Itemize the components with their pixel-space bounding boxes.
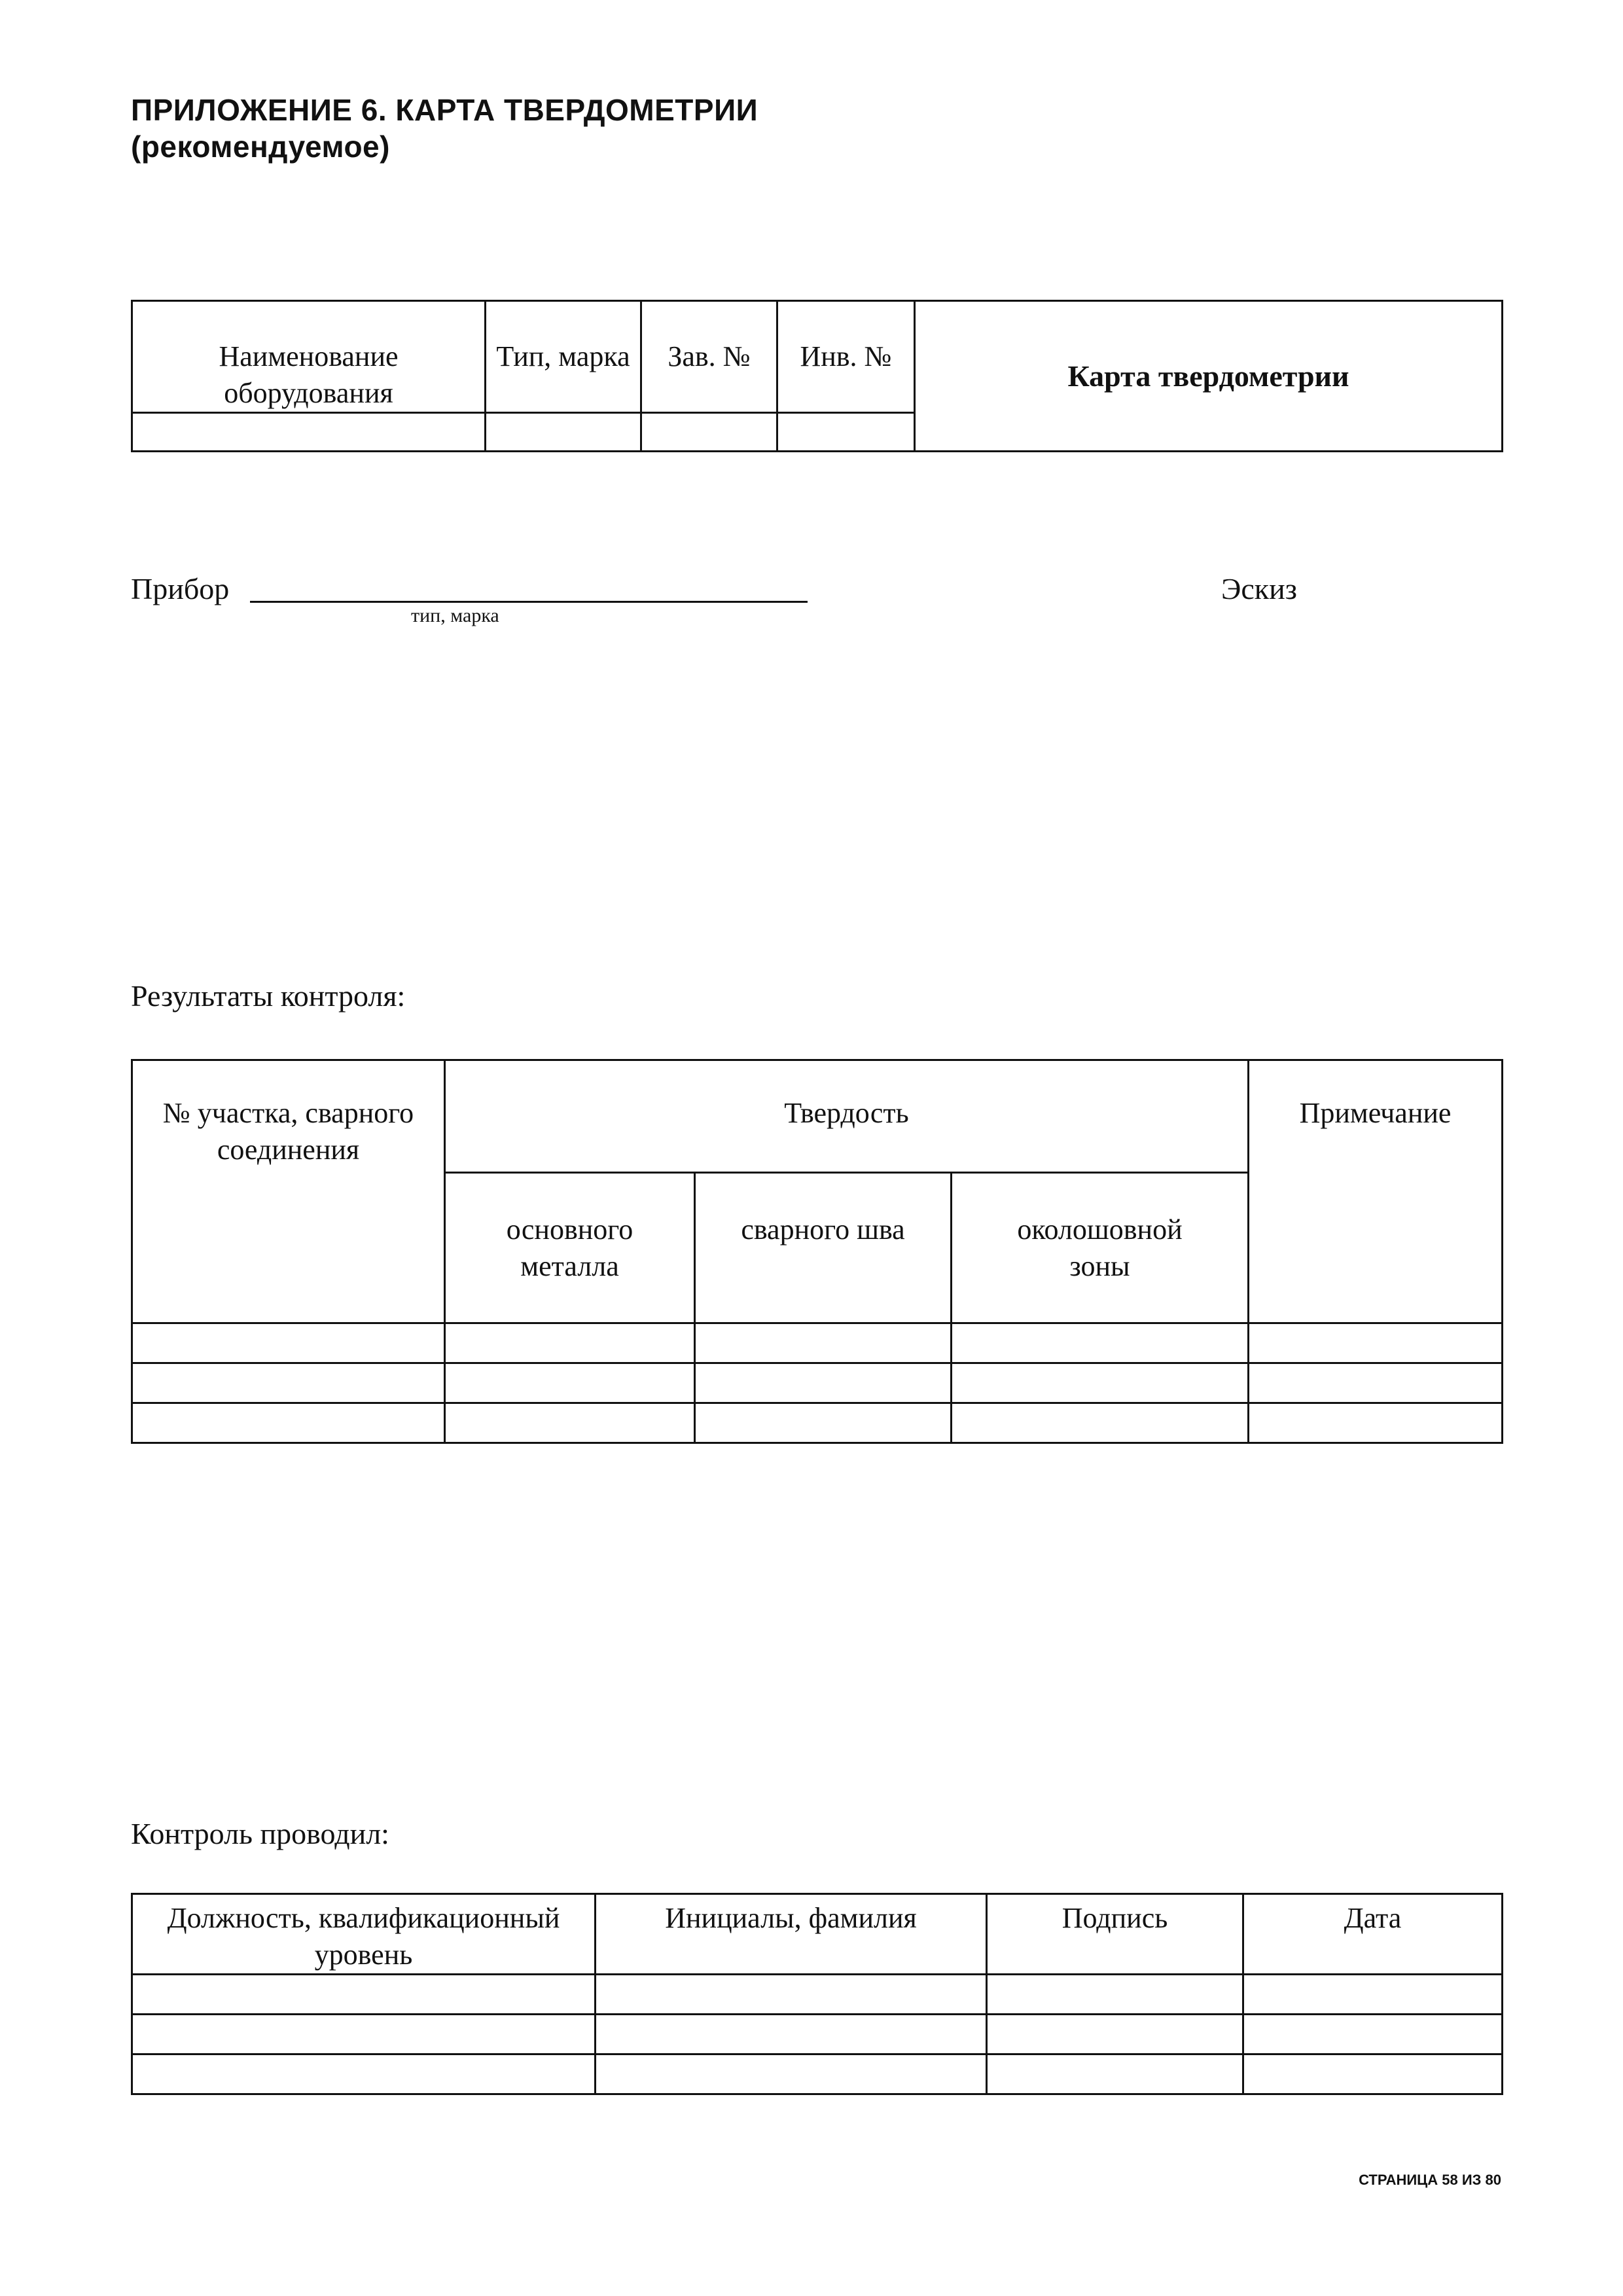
sketch-label: Эскиз (1221, 572, 1297, 605)
weld-cell[interactable] (695, 1323, 952, 1363)
instrument-input-line[interactable] (250, 601, 808, 603)
name-cell[interactable] (596, 1975, 987, 2015)
signature-cell[interactable] (987, 1975, 1243, 2015)
haz-cell[interactable] (952, 1403, 1249, 1443)
note-cell[interactable] (1249, 1323, 1503, 1363)
header-note: Примечание (1249, 1060, 1503, 1323)
section-cell[interactable] (132, 1323, 445, 1363)
header-inventory-number: Инв. № (777, 301, 915, 413)
note-cell[interactable] (1249, 1403, 1503, 1443)
note-cell[interactable] (1249, 1363, 1503, 1403)
table-row (132, 2015, 1503, 2054)
title-line-2: (рекомендуемое) (131, 130, 390, 164)
header-initials-surname: Инициалы, фамилия (596, 1894, 987, 1975)
section-cell[interactable] (132, 1363, 445, 1403)
section-cell[interactable] (132, 1403, 445, 1443)
equipment-table (131, 300, 1503, 452)
position-cell[interactable] (132, 2015, 596, 2054)
type-cell[interactable] (486, 413, 641, 452)
header-equipment-name: Наименование оборудования (132, 301, 486, 413)
header-date: Дата (1243, 1894, 1503, 1975)
header-hardness: Твердость (445, 1060, 1249, 1173)
table-row (132, 1323, 1503, 1363)
haz-cell[interactable] (952, 1323, 1249, 1363)
results-label: Результаты контроля: (131, 979, 406, 1013)
weld-cell[interactable] (695, 1403, 952, 1443)
header-position: Должность, квалификационный уровень (132, 1894, 596, 1975)
base-metal-cell[interactable] (445, 1403, 695, 1443)
date-cell[interactable] (1243, 2015, 1503, 2054)
table-row (132, 2054, 1503, 2094)
header-base-metal: основного металла (445, 1173, 695, 1323)
name-cell[interactable] (596, 2015, 987, 2054)
serial-number-cell[interactable] (641, 413, 777, 452)
haz-cell[interactable] (952, 1363, 1249, 1403)
position-cell[interactable] (132, 2054, 596, 2094)
header-section-number: № участка, сварного соединения (132, 1060, 445, 1323)
card-title: Карта твердометрии (915, 301, 1503, 452)
equipment-name-cell[interactable] (132, 413, 486, 452)
instrument-label: Прибор (131, 572, 230, 605)
inspector-table (131, 1893, 1503, 2095)
position-cell[interactable] (132, 1975, 596, 2015)
instrument-caption: тип, марка (411, 605, 499, 626)
date-cell[interactable] (1243, 2054, 1503, 2094)
inspector-label: Контроль проводил: (131, 1817, 389, 1850)
header-heat-affected-zone: околошовной зоны (952, 1173, 1249, 1323)
page-title (131, 92, 758, 165)
inventory-number-cell[interactable] (777, 413, 915, 452)
table-row (132, 1363, 1503, 1403)
signature-cell[interactable] (987, 2054, 1243, 2094)
results-table (131, 1059, 1503, 1444)
table-row (132, 1403, 1503, 1443)
header-weld: сварного шва (695, 1173, 952, 1323)
header-signature: Подпись (987, 1894, 1243, 1975)
name-cell[interactable] (596, 2054, 987, 2094)
title-line-1: ПРИЛОЖЕНИЕ 6. КАРТА ТВЕРДОМЕТРИИ (131, 93, 758, 127)
base-metal-cell[interactable] (445, 1323, 695, 1363)
header-type: Тип, марка (486, 301, 641, 413)
base-metal-cell[interactable] (445, 1363, 695, 1403)
weld-cell[interactable] (695, 1363, 952, 1403)
signature-cell[interactable] (987, 2015, 1243, 2054)
table-row (132, 1975, 1503, 2015)
page-number: СТРАНИЦА 58 ИЗ 80 (1359, 2172, 1501, 2188)
date-cell[interactable] (1243, 1975, 1503, 2015)
header-serial-number: Зав. № (641, 301, 777, 413)
